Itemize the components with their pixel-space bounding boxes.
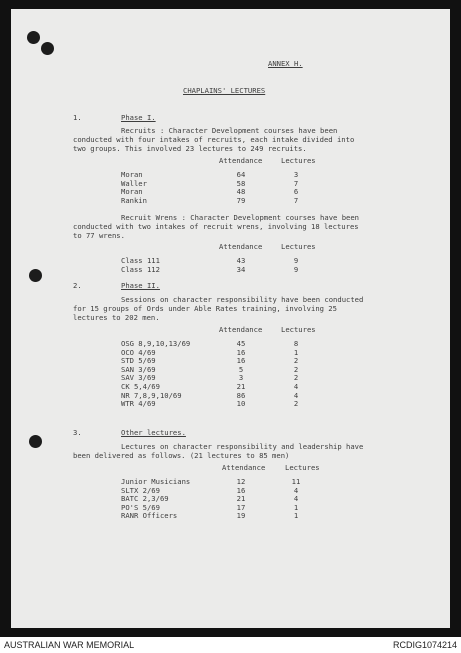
row-lectures: 1 <box>293 347 299 357</box>
row-lectures: 9 <box>293 264 299 274</box>
punch-hole <box>27 31 40 44</box>
row-attendance: 3 <box>238 373 244 383</box>
row-attendance: 19 <box>236 511 246 521</box>
paragraph-line: for 15 groups of Ords under Able Rates training, involving 25 <box>73 304 337 313</box>
punch-hole <box>41 42 54 55</box>
footer-bar <box>0 637 461 653</box>
row-attendance: 16 <box>236 485 246 495</box>
row-lectures: 2 <box>293 364 299 374</box>
row-name: RANR Officers <box>121 511 178 521</box>
column-header-attendance: Attendance <box>219 242 263 251</box>
column-header-lectures: Lectures <box>281 156 316 165</box>
row-attendance: 34 <box>236 264 246 274</box>
row-name: Class 112 <box>121 264 160 274</box>
row-name: BATC 2,3/69 <box>121 494 169 504</box>
section-heading: Other lectures. <box>121 428 186 437</box>
row-lectures: 2 <box>293 356 299 366</box>
row-lectures: 11 <box>291 477 301 486</box>
row-lectures: 7 <box>293 178 299 188</box>
row-name: Junior Musicians <box>121 477 191 486</box>
footer-source: AUSTRALIAN WAR MEMORIAL <box>4 640 135 650</box>
row-attendance: 58 <box>236 178 246 188</box>
row-name: NR 7,8,9,10/69 <box>121 390 182 400</box>
row-name: Moran <box>121 187 143 197</box>
row-name: Moran <box>121 170 143 179</box>
row-attendance: 86 <box>236 390 246 400</box>
column-header-lectures: Lectures <box>281 242 316 251</box>
section-number: 2. <box>73 281 82 290</box>
paragraph-line: Recruit Wrens : Character Development courses have been <box>121 213 359 222</box>
row-name: Class 111 <box>121 256 160 265</box>
row-name: SAV 3/69 <box>121 373 156 383</box>
footer-record-id: RCDIG1074214 <box>392 640 457 650</box>
row-lectures: 4 <box>293 381 299 391</box>
row-attendance: 17 <box>236 502 246 512</box>
row-attendance: 10 <box>236 399 246 409</box>
row-attendance: 5 <box>238 364 244 374</box>
row-attendance: 79 <box>236 195 246 205</box>
row-name: SLTX 2/69 <box>121 485 160 495</box>
row-lectures: 9 <box>293 256 299 265</box>
punch-hole <box>29 435 42 448</box>
row-attendance: 21 <box>236 494 246 504</box>
column-header-attendance: Attendance <box>222 463 266 472</box>
row-name: OCO 4/69 <box>121 347 156 357</box>
row-attendance: 12 <box>236 477 246 486</box>
paragraph-line: conducted with four intakes of recruits, each intake divided into <box>73 135 355 144</box>
row-lectures: 1 <box>293 502 299 512</box>
row-attendance: 45 <box>236 339 246 348</box>
paragraph-line: Lectures on character responsibility and leadership have <box>121 442 364 451</box>
paragraph-line: Sessions on character responsibility have been conducted <box>121 295 364 304</box>
row-attendance: 21 <box>236 381 246 391</box>
paragraph-line: lectures to 202 men. <box>73 313 160 322</box>
section-number: 1. <box>73 113 82 122</box>
row-lectures: 6 <box>293 187 299 197</box>
punch-hole <box>29 269 42 282</box>
annex-label: ANNEX H. <box>268 59 303 68</box>
column-header-lectures: Lectures <box>281 325 316 334</box>
paragraph-line: conducted with two intakes of recruit wrens, involving 18 lectures <box>73 222 359 231</box>
row-attendance: 48 <box>236 187 246 197</box>
paragraph-line: two groups. This involved 23 lectures to 249 recruits. <box>73 144 307 153</box>
row-name: CK 5,4/69 <box>121 381 160 391</box>
column-header-attendance: Attendance <box>219 156 263 165</box>
row-name: OSG 8,9,10,13/69 <box>121 339 191 348</box>
paragraph-line: been delivered as follows. (21 lectures to 85 men) <box>73 451 290 460</box>
column-header-lectures: Lectures <box>285 463 320 472</box>
section-heading: Phase I. <box>121 113 156 122</box>
section-number: 3. <box>73 428 82 437</box>
row-attendance: 64 <box>236 170 246 179</box>
row-lectures: 7 <box>293 195 299 205</box>
row-attendance: 16 <box>236 356 246 366</box>
row-lectures: 1 <box>293 511 299 521</box>
row-attendance: 43 <box>236 256 246 265</box>
column-header-attendance: Attendance <box>219 325 263 334</box>
row-lectures: 8 <box>293 339 299 348</box>
page-title: CHAPLAINS' LECTURES <box>183 86 266 95</box>
row-name: SAN 3/69 <box>121 364 156 374</box>
row-name: Rankin <box>121 195 147 205</box>
row-lectures: 2 <box>293 399 299 409</box>
section-heading: Phase II. <box>121 281 160 290</box>
row-lectures: 4 <box>293 494 299 504</box>
row-name: WTR 4/69 <box>121 399 156 409</box>
paragraph-line: Recruits : Character Development courses have been <box>121 126 338 135</box>
row-attendance: 16 <box>236 347 246 357</box>
row-name: PO'S 5/69 <box>121 502 160 512</box>
row-name: Waller <box>121 178 147 188</box>
paragraph-line: to 77 wrens. <box>73 231 125 240</box>
row-name: STD 5/69 <box>121 356 156 366</box>
row-lectures: 4 <box>293 485 299 495</box>
row-lectures: 4 <box>293 390 299 400</box>
row-lectures: 2 <box>293 373 299 383</box>
row-lectures: 3 <box>293 170 299 179</box>
